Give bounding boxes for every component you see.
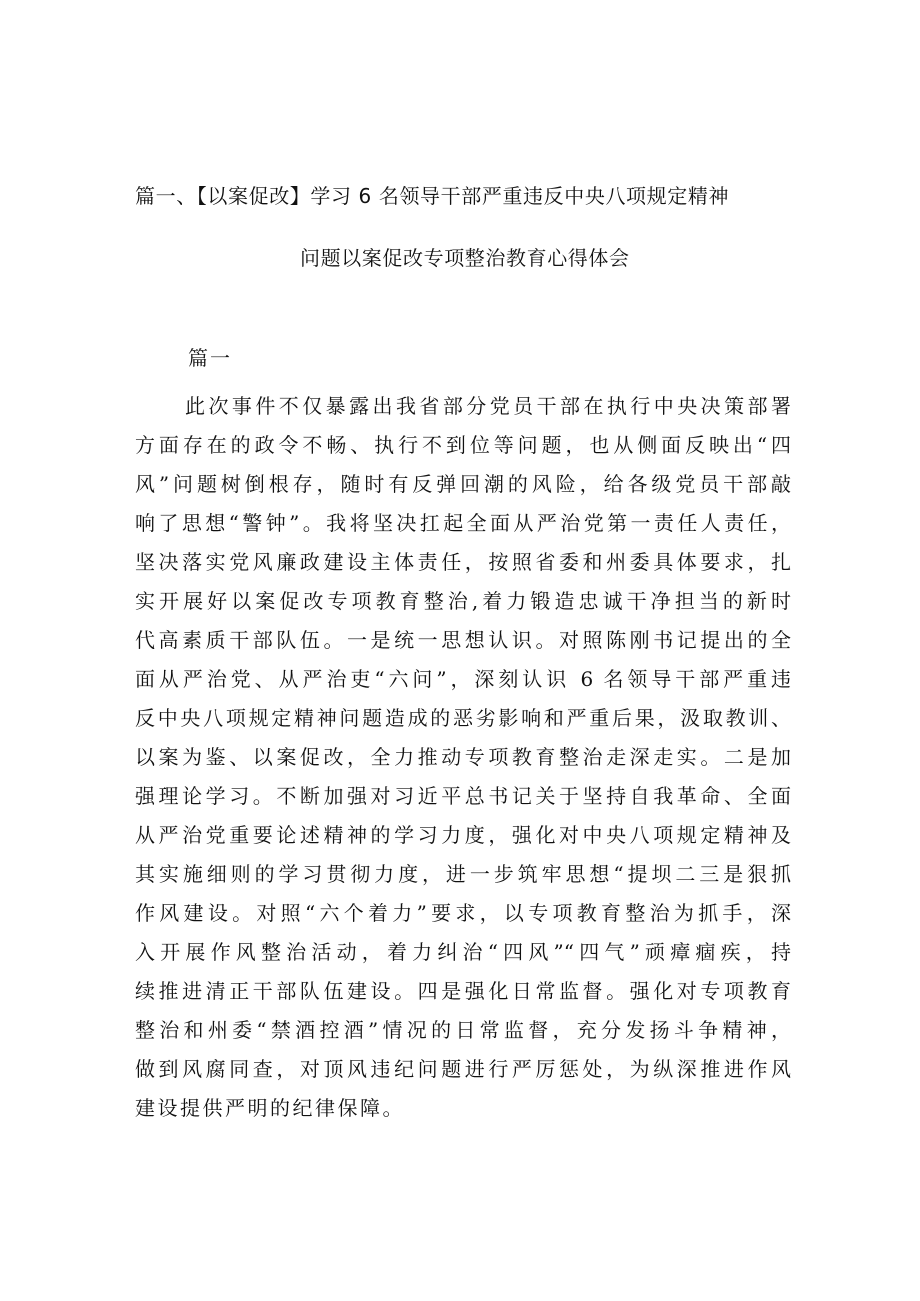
body-line: 面从严治党、从严治吏“六问”，深刻认识 6 名领导干部严重违 [135,667,791,691]
body-line: 响了思想“警钟”。我将坚决扛起全面从严治党第一责任人责任， [135,511,791,535]
body-line: 实开展好以案促改专项教育整治,着力锻造忠诚干净担当的新时 [135,589,791,613]
body-line: 建设提供严明的纪律保障。 [135,1096,405,1120]
section-heading: 篇一 [188,346,232,370]
document-title-line-1: 篇一、【以案促改】学习 6 名领导干部严重违反中央八项规定精神 [135,184,730,208]
body-line: 作风建设。对照“六个着力”要求，以专项教育整治为抓手，深 [135,901,791,925]
body-line: 代高素质干部队伍。一是统一思想认识。对照陈刚书记提出的全 [135,628,791,652]
body-line: 做到风腐同查，对顶风违纪问题进行严厉惩处，为纵深推进作风 [135,1057,791,1081]
body-line: 风”问题树倒根存，随时有反弹回潮的风险，给各级党员干部敲 [135,472,791,496]
body-line: 强理论学习。不断加强对习近平总书记关于坚持自我革命、全面 [135,784,791,808]
body-line: 从严治党重要论述精神的学习力度，强化对中央八项规定精神及 [135,823,791,847]
body-line: 以案为鉴、以案促改，全力推动专项教育整治走深走实。二是加 [135,745,791,769]
body-paragraph [135,387,791,1128]
body-line: 坚决落实党风廉政建设主体责任，按照省委和州委具体要求，扎 [135,550,791,574]
body-line: 其实施细则的学习贯彻力度，进一步筑牢思想“提坝二三是狠抓 [135,862,791,886]
body-line: 反中央八项规定精神问题造成的恶劣影响和严重后果，汲取教训、 [135,706,791,730]
document-title-line-2: 问题以案促改专项整治教育心得体会 [300,246,630,270]
body-line: 入开展作风整治活动，着力纠治“四风”“四气”顽瘴痼疾，持 [135,940,791,964]
body-line: 整治和州委“禁酒控酒”情况的日常监督，充分发扬斗争精神， [135,1018,791,1042]
body-line: 此次事件不仅暴露出我省部分党员干部在执行中央决策部署 [185,394,791,418]
body-line: 方面存在的政令不畅、执行不到位等问题，也从侧面反映出“四 [135,433,791,457]
body-line: 续推进清正干部队伍建设。四是强化日常监督。强化对专项教育 [135,979,791,1003]
